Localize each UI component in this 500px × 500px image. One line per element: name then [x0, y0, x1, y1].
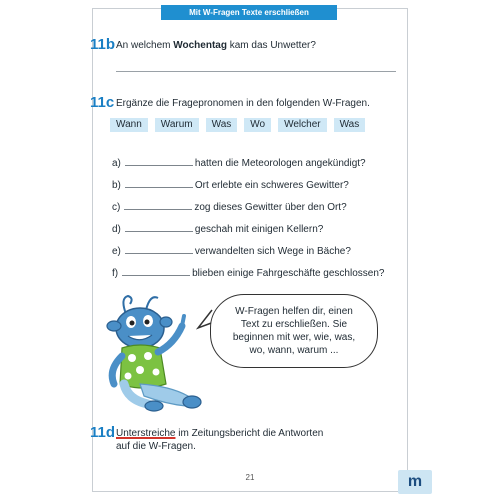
chip-warum: Warum — [155, 118, 199, 132]
item-text: verwandelten sich Wege in Bäche? — [194, 246, 351, 257]
fill-item-e — [112, 244, 351, 258]
task-11b-bold-word: Wochentag — [173, 40, 227, 51]
item-letter: f) — [112, 268, 119, 279]
fill-item-f — [112, 266, 384, 280]
chip-was: Was — [206, 118, 238, 132]
bubble-line-2: Text zu erschließen. Sie — [240, 319, 348, 330]
answer-line-11b[interactable] — [116, 71, 396, 72]
fill-item-b — [112, 178, 349, 192]
item-letter: d) — [112, 224, 121, 235]
task-number-11c: 11c — [90, 94, 115, 111]
item-text: hatten die Meteorologen angekündigt? — [194, 158, 366, 169]
item-letter: b) — [112, 180, 121, 191]
fill-item-c — [112, 200, 347, 214]
blank-field-d[interactable] — [125, 222, 193, 232]
blank-field-a[interactable] — [125, 156, 193, 166]
underlined-word: Unterstreiche — [116, 428, 176, 439]
task-11b-question — [116, 39, 316, 52]
page-number: 21 — [245, 473, 255, 482]
blank-field-e[interactable] — [125, 244, 193, 254]
task-11d-line-1-rest: im Zeitungsbericht die Antworten — [175, 428, 324, 439]
task-number-11d: 11d — [90, 424, 116, 441]
bubble-line-4: wo, wann, warum ... — [249, 345, 339, 356]
blank-field-c[interactable] — [124, 200, 192, 210]
level-badge: m — [398, 470, 432, 494]
monster-illustration-icon — [100, 292, 210, 412]
speech-bubble-text — [216, 305, 372, 357]
bubble-line-1: W-Fragen helfen dir, einen — [235, 306, 353, 317]
chip-welcher: Welcher — [278, 118, 327, 132]
task-11d-instruction — [116, 427, 323, 453]
fill-item-d — [112, 222, 323, 236]
item-text: geschah mit einigen Kellern? — [194, 224, 324, 235]
item-text: zog dieses Gewitter über den Ort? — [194, 202, 347, 213]
task-11d-line-1 — [116, 427, 323, 440]
blank-field-b[interactable] — [125, 178, 193, 188]
task-11b-text-before: An welchem — [116, 40, 174, 51]
task-11c-instruction: Ergänze die Fragepronomen in den folgenden W-Fragen. — [116, 98, 370, 109]
task-number-11b: 11b — [90, 36, 116, 53]
blank-field-f[interactable] — [122, 266, 190, 276]
item-text: blieben einige Fahrgeschäfte geschlossen? — [192, 268, 385, 279]
item-letter: e) — [112, 246, 121, 257]
task-11d-line-2: auf die W-Fragen. — [116, 441, 196, 452]
chip-was-2: Was — [334, 118, 366, 132]
chip-wo: Wo — [244, 118, 271, 132]
item-letter: a) — [112, 158, 121, 169]
pronoun-chips — [110, 118, 365, 132]
chip-wann: Wann — [110, 118, 148, 132]
item-letter: c) — [112, 202, 121, 213]
item-text: Ort erlebte ein schweres Gewitter? — [194, 180, 349, 191]
task-11b-text-after: kam das Unwetter? — [226, 40, 316, 51]
fill-item-a — [112, 156, 366, 170]
page-header: Mit W-Fragen Texte erschließen — [161, 5, 337, 20]
bubble-line-3: beginnen mit wer, wie, was, — [232, 332, 356, 343]
